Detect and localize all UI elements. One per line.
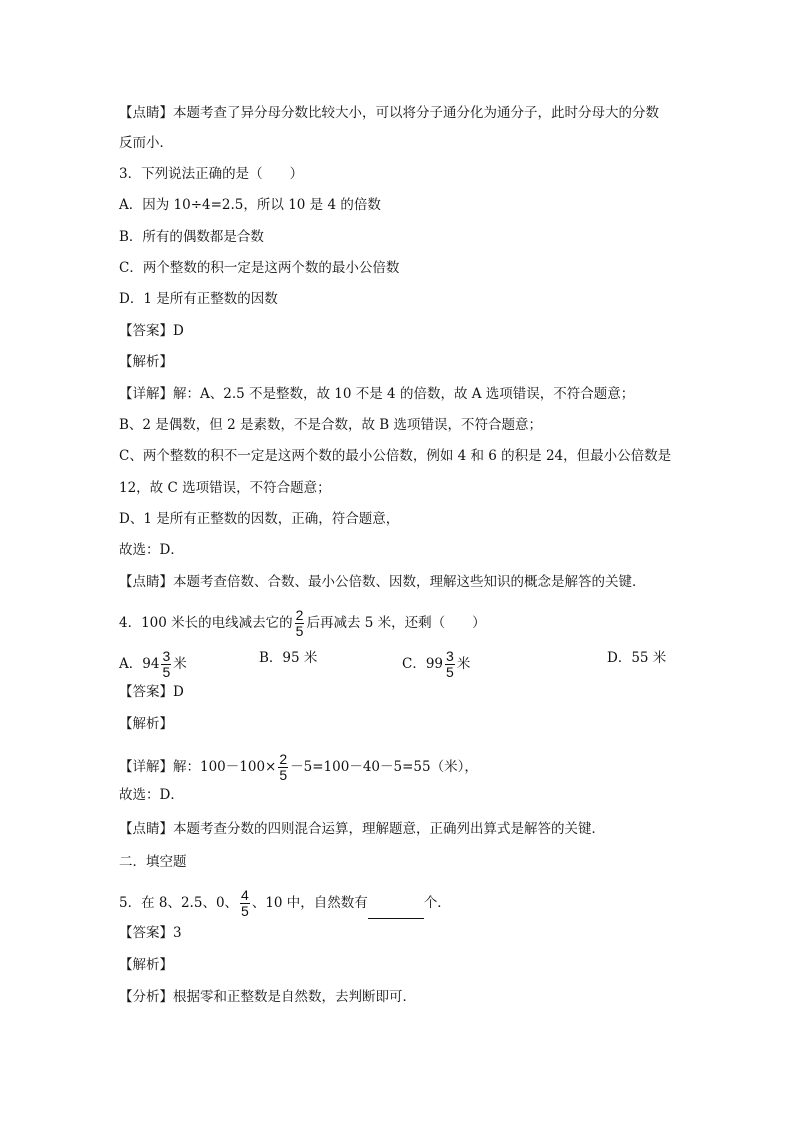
option-c	[402, 649, 470, 680]
text-line: 【点睛】本题考查了异分母分数比较大小，可以将分子通分化为通分子，此时分母大的分数	[119, 105, 659, 121]
question-3: 3．下列说法正确的是（ ）	[119, 166, 304, 182]
detail-line	[119, 752, 478, 783]
denominator: 5	[162, 664, 171, 680]
analysis-heading: 【解析】	[119, 716, 173, 732]
answer-blank	[368, 904, 424, 919]
detail-line: 故选：D．	[119, 542, 184, 558]
comment: 【点睛】本题考查倍数、合数、最小公倍数、因数，理解这些知识的概念是解答的关键．	[119, 574, 646, 590]
fraction	[445, 649, 455, 680]
q5-text: 5．在 8、2.5、0、	[119, 895, 239, 911]
denominator: 5	[279, 767, 288, 783]
question-4	[119, 608, 486, 639]
answer: 【答案】D	[119, 684, 184, 700]
q5-text: 、10 中，自然数有	[251, 895, 368, 911]
section-heading: 二．填空题	[119, 854, 187, 870]
question-5	[119, 888, 451, 919]
detail-line: 【详解】解：A、2.5 不是整数，故 10 不是 4 的倍数，故 A 选项错误，不符合题意；	[119, 386, 635, 402]
detail-text: －5=100－40－5=55（米），	[290, 759, 478, 775]
q4-text: 4．100 米长的电线减去它的	[119, 615, 293, 631]
detail-line: 12，故 C 选项错误，不符合题意；	[119, 480, 331, 496]
answer: 【答案】D	[119, 323, 184, 339]
unit: 米	[456, 656, 471, 672]
unit: 米	[173, 656, 187, 672]
option-label: A．94	[119, 656, 160, 672]
denominator: 5	[446, 664, 454, 680]
denominator: 5	[295, 623, 304, 639]
detail-line: C、两个整数的积不一定是这两个数的最小公倍数，例如 4 和 6 的积是 24，但最小公倍数是	[119, 448, 672, 464]
q5-text: 个．	[423, 895, 451, 911]
option-a: A．因为 10÷4=2.5，所以 10 是 4 的倍数	[119, 197, 381, 213]
option-c: C．两个整数的积一定是这两个数的最小公倍数	[119, 260, 400, 276]
detail-text: 【详解】解：100－100×	[119, 759, 277, 775]
numerator: 2	[295, 607, 304, 623]
option-d: D．55 米	[607, 650, 667, 666]
answer: 【答案】3	[119, 925, 182, 941]
q4-text: 后再减去 5 米，还剩（ ）	[306, 615, 486, 631]
fraction	[278, 752, 288, 783]
denominator: 5	[241, 903, 249, 919]
detail-line: D、1 是所有正整数的因数，正确，符合题意，	[119, 511, 400, 527]
option-b: B．所有的偶数都是合数	[119, 229, 264, 245]
option-label: C．99	[402, 656, 444, 672]
fraction	[295, 608, 305, 639]
analysis-heading: 【解析】	[119, 354, 173, 370]
fraction	[240, 888, 250, 919]
fraction	[161, 649, 171, 680]
numerator: 4	[241, 887, 249, 903]
text-line: 反而小．	[119, 135, 173, 151]
numerator: 3	[446, 648, 454, 664]
comment: 【点睛】本题考查分数的四则混合运算，理解题意，正确列出算式是解答的关键．	[119, 821, 605, 837]
detail-line: 故选：D．	[119, 787, 184, 803]
option-b: B．95 米	[259, 650, 318, 666]
option-a	[119, 649, 187, 680]
option-d: D．1 是所有正整数的因数	[119, 291, 278, 307]
analysis-line: 【分析】根据零和正整数是自然数，去判断即可．	[119, 989, 416, 1005]
numerator: 2	[279, 751, 288, 767]
detail-line: B、2 是偶数，但 2 是素数，不是合数，故 B 选项错误，不符合题意；	[119, 417, 542, 433]
q4-options	[119, 648, 679, 680]
analysis-heading: 【解析】	[119, 957, 173, 973]
numerator: 3	[162, 648, 171, 664]
